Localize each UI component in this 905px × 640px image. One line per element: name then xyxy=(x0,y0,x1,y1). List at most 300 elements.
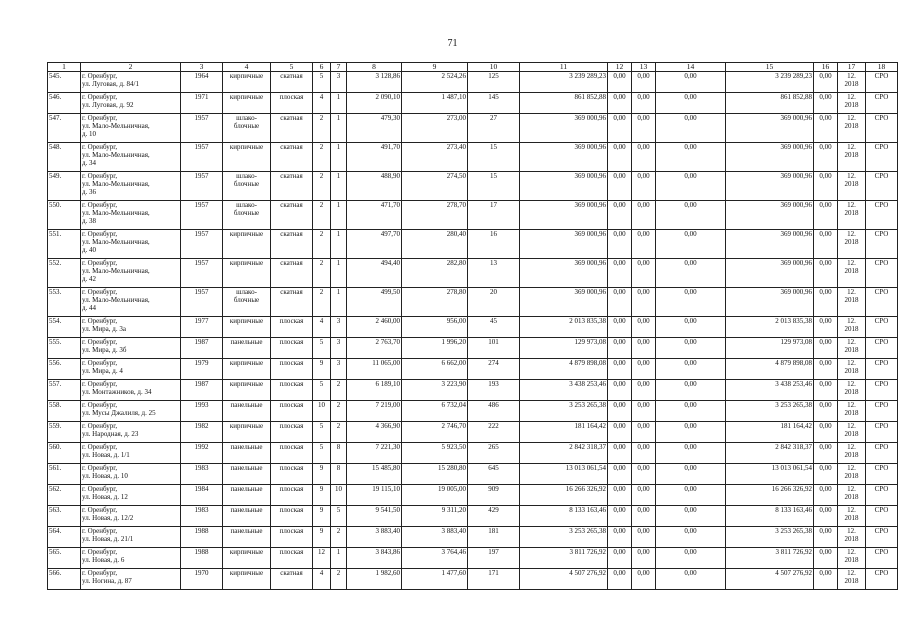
address-cell-line: ул. Мира, д. 3б xyxy=(82,346,127,354)
living-area-cell: 6 662,00 xyxy=(402,359,468,380)
col14-cell: 0,00 xyxy=(656,72,726,93)
col12-cell: 0,00 xyxy=(608,72,632,93)
deadline-cell-line: 2018 xyxy=(844,430,859,438)
deadline-cell-line: 12. xyxy=(847,93,856,101)
wall-material-cell xyxy=(223,569,271,590)
column-number-10: 10 xyxy=(468,63,520,72)
build-year-cell: 1971 xyxy=(181,93,223,114)
col13-cell: 0,00 xyxy=(632,172,656,201)
build-year-cell: 1977 xyxy=(181,317,223,338)
address-cell-line: ул. Новая, д. 21/1 xyxy=(82,535,134,543)
address-cell-line: ул. Мира, д. 3а xyxy=(82,325,126,333)
total-area-cell: 1 982,60 xyxy=(347,569,402,590)
col16-cell: 0,00 xyxy=(814,527,838,548)
entrances-cell: 1 xyxy=(331,201,347,230)
entrances-cell: 1 xyxy=(331,288,347,317)
total-area-cell: 3 128,86 xyxy=(347,72,402,93)
address-cell-line: ул. Мало-Мельничная, xyxy=(82,180,150,188)
deadline-cell-line: 2018 xyxy=(844,472,859,480)
roof-type-cell: скатная xyxy=(271,259,313,288)
wall-material-cell-line: блочные xyxy=(233,122,260,130)
build-year-cell: 1957 xyxy=(181,288,223,317)
wall-material-cell xyxy=(223,230,271,259)
method-cell: СРО xyxy=(866,485,898,506)
living-area-cell: 1 477,60 xyxy=(402,569,468,590)
row-number: 564. xyxy=(48,527,81,548)
build-year-cell: 1983 xyxy=(181,506,223,527)
total-cost-cell: 8 133 163,46 xyxy=(520,506,608,527)
deadline-cell-line: 12. xyxy=(847,401,856,409)
col16-cell: 0,00 xyxy=(814,380,838,401)
address-cell-line: г. Оренбург, xyxy=(82,506,118,514)
col16-cell: 0,00 xyxy=(814,464,838,485)
table-row xyxy=(48,317,898,338)
method-cell: СРО xyxy=(866,288,898,317)
build-year-cell: 1957 xyxy=(181,259,223,288)
residents-cell: 486 xyxy=(468,401,520,422)
entrances-cell: 1 xyxy=(331,172,347,201)
total-cost-cell: 2 013 835,38 xyxy=(520,317,608,338)
build-year-cell: 1987 xyxy=(181,338,223,359)
deadline-cell-line: 12. xyxy=(847,359,856,367)
wall-material-cell-line: кирпичные xyxy=(229,317,264,325)
row-number: 549. xyxy=(48,172,81,201)
column-number-5: 5 xyxy=(271,63,313,72)
build-year-cell: 1983 xyxy=(181,464,223,485)
col15-cell: 369 000,96 xyxy=(726,259,814,288)
living-area-cell: 278,80 xyxy=(402,288,468,317)
total-cost-cell: 3 811 726,92 xyxy=(520,548,608,569)
col16-cell: 0,00 xyxy=(814,317,838,338)
method-cell: СРО xyxy=(866,317,898,338)
col12-cell: 0,00 xyxy=(608,93,632,114)
method-cell: СРО xyxy=(866,359,898,380)
col16-cell: 0,00 xyxy=(814,143,838,172)
row-number: 545. xyxy=(48,72,81,93)
living-area-cell: 3 883,40 xyxy=(402,527,468,548)
total-cost-cell: 369 000,96 xyxy=(520,201,608,230)
address-cell xyxy=(81,359,181,380)
col14-cell: 0,00 xyxy=(656,143,726,172)
build-year-cell: 1957 xyxy=(181,230,223,259)
address-cell xyxy=(81,93,181,114)
total-cost-cell: 181 164,42 xyxy=(520,422,608,443)
row-number: 554. xyxy=(48,317,81,338)
total-area-cell: 7 221,30 xyxy=(347,443,402,464)
deadline-cell xyxy=(838,548,866,569)
col13-cell: 0,00 xyxy=(632,143,656,172)
floors-cell: 2 xyxy=(313,230,331,259)
total-cost-cell: 3 438 253,46 xyxy=(520,380,608,401)
col13-cell: 0,00 xyxy=(632,338,656,359)
total-area-cell: 499,50 xyxy=(347,288,402,317)
wall-material-cell-line: кирпичные xyxy=(229,380,264,388)
deadline-cell-line: 2018 xyxy=(844,180,859,188)
address-cell-line: г. Оренбург, xyxy=(82,569,118,577)
column-number-16: 16 xyxy=(814,63,838,72)
row-number: 558. xyxy=(48,401,81,422)
col15-cell: 16 266 326,92 xyxy=(726,485,814,506)
deadline-cell-line: 12. xyxy=(847,422,856,430)
wall-material-cell xyxy=(223,548,271,569)
deadline-cell-line: 2018 xyxy=(844,238,859,246)
residents-cell: 181 xyxy=(468,527,520,548)
roof-type-cell: плоская xyxy=(271,464,313,485)
table-body xyxy=(48,72,898,590)
address-cell-line: ул. Новая, д. 10 xyxy=(82,472,128,480)
deadline-cell xyxy=(838,288,866,317)
row-number: 551. xyxy=(48,230,81,259)
living-area-cell: 2 746,70 xyxy=(402,422,468,443)
address-cell-line: г. Оренбург, xyxy=(82,443,118,451)
col14-cell: 0,00 xyxy=(656,506,726,527)
table-header xyxy=(48,63,898,72)
deadline-cell xyxy=(838,143,866,172)
address-cell xyxy=(81,401,181,422)
roof-type-cell: плоская xyxy=(271,380,313,401)
address-cell-line: г. Оренбург, xyxy=(82,422,118,430)
total-area-cell: 488,90 xyxy=(347,172,402,201)
total-cost-cell: 4 507 276,92 xyxy=(520,569,608,590)
col13-cell: 0,00 xyxy=(632,93,656,114)
address-cell-line: г. Оренбург, xyxy=(82,93,118,101)
deadline-cell-line: 12. xyxy=(847,114,856,122)
address-cell xyxy=(81,422,181,443)
deadline-cell xyxy=(838,317,866,338)
table-row xyxy=(48,172,898,201)
column-number-11: 11 xyxy=(520,63,608,72)
wall-material-cell-line: кирпичные xyxy=(229,259,264,267)
address-cell-line: ул. Луговая, д. 92 xyxy=(82,101,134,109)
address-cell-line: д. 34 xyxy=(82,159,97,167)
col15-cell: 8 133 163,46 xyxy=(726,506,814,527)
method-cell: СРО xyxy=(866,338,898,359)
address-cell xyxy=(81,172,181,201)
wall-material-cell xyxy=(223,464,271,485)
deadline-cell-line: 12. xyxy=(847,380,856,388)
wall-material-cell xyxy=(223,201,271,230)
address-cell-line: д. 42 xyxy=(82,275,97,283)
wall-material-cell-line: шлако- xyxy=(236,114,257,122)
entrances-cell: 1 xyxy=(331,114,347,143)
address-cell-line: ул. Мало-Мельничная, xyxy=(82,151,150,159)
residents-cell: 909 xyxy=(468,485,520,506)
col12-cell: 0,00 xyxy=(608,259,632,288)
wall-material-cell xyxy=(223,143,271,172)
col13-cell: 0,00 xyxy=(632,401,656,422)
col12-cell: 0,00 xyxy=(608,485,632,506)
col15-cell: 369 000,96 xyxy=(726,172,814,201)
col12-cell: 0,00 xyxy=(608,380,632,401)
deadline-cell-line: 2018 xyxy=(844,209,859,217)
deadline-cell-line: 2018 xyxy=(844,296,859,304)
floors-cell: 2 xyxy=(313,288,331,317)
col16-cell: 0,00 xyxy=(814,259,838,288)
wall-material-cell xyxy=(223,114,271,143)
entrances-cell: 1 xyxy=(331,548,347,569)
wall-material-cell xyxy=(223,401,271,422)
col13-cell: 0,00 xyxy=(632,506,656,527)
col16-cell: 0,00 xyxy=(814,288,838,317)
address-cell-line: ул. Новая, д. 6 xyxy=(82,556,125,564)
row-number: 561. xyxy=(48,464,81,485)
address-cell-line: ул. Луговая, д. 84/1 xyxy=(82,80,140,88)
address-cell xyxy=(81,380,181,401)
floors-cell: 2 xyxy=(313,172,331,201)
living-area-cell: 9 311,20 xyxy=(402,506,468,527)
deadline-cell xyxy=(838,338,866,359)
row-number: 565. xyxy=(48,548,81,569)
col15-cell: 369 000,96 xyxy=(726,230,814,259)
method-cell: СРО xyxy=(866,72,898,93)
col13-cell: 0,00 xyxy=(632,359,656,380)
floors-cell: 9 xyxy=(313,485,331,506)
row-number: 557. xyxy=(48,380,81,401)
entrances-cell: 10 xyxy=(331,485,347,506)
address-cell xyxy=(81,72,181,93)
col12-cell: 0,00 xyxy=(608,230,632,259)
total-cost-cell: 369 000,96 xyxy=(520,259,608,288)
living-area-cell: 1 996,20 xyxy=(402,338,468,359)
total-cost-cell: 3 253 265,38 xyxy=(520,527,608,548)
wall-material-cell-line: панельные xyxy=(230,527,263,535)
col16-cell: 0,00 xyxy=(814,422,838,443)
living-area-cell: 278,70 xyxy=(402,201,468,230)
living-area-cell: 280,40 xyxy=(402,230,468,259)
residents-cell: 145 xyxy=(468,93,520,114)
table-row xyxy=(48,527,898,548)
deadline-cell-line: 12. xyxy=(847,143,856,151)
method-cell: СРО xyxy=(866,443,898,464)
deadline-cell xyxy=(838,201,866,230)
column-number-9: 9 xyxy=(402,63,468,72)
residents-cell: 17 xyxy=(468,201,520,230)
residents-cell: 171 xyxy=(468,569,520,590)
wall-material-cell xyxy=(223,72,271,93)
wall-material-cell-line: кирпичные xyxy=(229,93,264,101)
residents-cell: 645 xyxy=(468,464,520,485)
wall-material-cell xyxy=(223,93,271,114)
wall-material-cell xyxy=(223,380,271,401)
deadline-cell xyxy=(838,172,866,201)
col15-cell: 181 164,42 xyxy=(726,422,814,443)
col14-cell: 0,00 xyxy=(656,317,726,338)
col15-cell: 369 000,96 xyxy=(726,143,814,172)
address-cell xyxy=(81,443,181,464)
col16-cell: 0,00 xyxy=(814,359,838,380)
deadline-cell xyxy=(838,527,866,548)
method-cell: СРО xyxy=(866,401,898,422)
col14-cell: 0,00 xyxy=(656,114,726,143)
total-cost-cell: 369 000,96 xyxy=(520,172,608,201)
residents-cell: 193 xyxy=(468,380,520,401)
residents-cell: 274 xyxy=(468,359,520,380)
col14-cell: 0,00 xyxy=(656,359,726,380)
deadline-cell-line: 12. xyxy=(847,317,856,325)
col12-cell: 0,00 xyxy=(608,114,632,143)
wall-material-cell xyxy=(223,288,271,317)
deadline-cell xyxy=(838,93,866,114)
residents-cell: 27 xyxy=(468,114,520,143)
col12-cell: 0,00 xyxy=(608,201,632,230)
col15-cell: 369 000,96 xyxy=(726,288,814,317)
address-cell xyxy=(81,259,181,288)
deadline-cell-line: 12. xyxy=(847,443,856,451)
deadline-cell xyxy=(838,485,866,506)
col15-cell: 4 507 276,92 xyxy=(726,569,814,590)
address-cell xyxy=(81,288,181,317)
residents-cell: 20 xyxy=(468,288,520,317)
col16-cell: 0,00 xyxy=(814,172,838,201)
total-area-cell: 491,70 xyxy=(347,143,402,172)
deadline-cell-line: 12. xyxy=(847,230,856,238)
col14-cell: 0,00 xyxy=(656,401,726,422)
wall-material-cell-line: панельные xyxy=(230,443,263,451)
address-cell xyxy=(81,230,181,259)
deadline-cell-line: 12. xyxy=(847,464,856,472)
build-year-cell: 1988 xyxy=(181,548,223,569)
row-number: 548. xyxy=(48,143,81,172)
entrances-cell: 1 xyxy=(331,230,347,259)
build-year-cell: 1970 xyxy=(181,569,223,590)
total-area-cell: 2 090,10 xyxy=(347,93,402,114)
entrances-cell: 2 xyxy=(331,401,347,422)
col16-cell: 0,00 xyxy=(814,569,838,590)
address-cell-line: г. Оренбург, xyxy=(82,230,118,238)
address-cell-line: г. Оренбург, xyxy=(82,338,118,346)
deadline-cell-line: 12. xyxy=(847,506,856,514)
col13-cell: 0,00 xyxy=(632,485,656,506)
column-number-15: 15 xyxy=(726,63,814,72)
table-row xyxy=(48,72,898,93)
build-year-cell: 1957 xyxy=(181,172,223,201)
build-year-cell: 1964 xyxy=(181,72,223,93)
row-number: 559. xyxy=(48,422,81,443)
floors-cell: 4 xyxy=(313,93,331,114)
deadline-cell xyxy=(838,401,866,422)
wall-material-cell-line: кирпичные xyxy=(229,359,264,367)
col14-cell: 0,00 xyxy=(656,201,726,230)
column-number-17: 17 xyxy=(838,63,866,72)
deadline-cell-line: 2018 xyxy=(844,80,859,88)
total-area-cell: 3 883,40 xyxy=(347,527,402,548)
col14-cell: 0,00 xyxy=(656,569,726,590)
row-number: 555. xyxy=(48,338,81,359)
address-cell-line: г. Оренбург, xyxy=(82,143,118,151)
col13-cell: 0,00 xyxy=(632,443,656,464)
deadline-cell-line: 12. xyxy=(847,485,856,493)
entrances-cell: 2 xyxy=(331,527,347,548)
roof-type-cell: скатная xyxy=(271,201,313,230)
floors-cell: 4 xyxy=(313,569,331,590)
deadline-cell-line: 2018 xyxy=(844,409,859,417)
entrances-cell: 3 xyxy=(331,359,347,380)
wall-material-cell xyxy=(223,359,271,380)
floors-cell: 5 xyxy=(313,338,331,359)
col12-cell: 0,00 xyxy=(608,443,632,464)
total-area-cell: 4 366,90 xyxy=(347,422,402,443)
address-cell-line: г. Оренбург, xyxy=(82,401,118,409)
roof-type-cell: скатная xyxy=(271,114,313,143)
living-area-cell: 1 487,10 xyxy=(402,93,468,114)
roof-type-cell: плоская xyxy=(271,485,313,506)
deadline-cell-line: 2018 xyxy=(844,535,859,543)
living-area-cell: 2 524,26 xyxy=(402,72,468,93)
table-row xyxy=(48,401,898,422)
address-cell-line: ул. Новая, д. 12/2 xyxy=(82,514,134,522)
deadline-cell-line: 2018 xyxy=(844,514,859,522)
entrances-cell: 2 xyxy=(331,569,347,590)
address-cell-line: ул. Мало-Мельничная, xyxy=(82,267,150,275)
floors-cell: 5 xyxy=(313,72,331,93)
total-cost-cell: 2 842 318,37 xyxy=(520,443,608,464)
residents-cell: 429 xyxy=(468,506,520,527)
deadline-cell-line: 12. xyxy=(847,569,856,577)
residents-cell: 45 xyxy=(468,317,520,338)
deadline-cell xyxy=(838,569,866,590)
roof-type-cell: плоская xyxy=(271,506,313,527)
wall-material-cell-line: кирпичные xyxy=(229,548,264,556)
col15-cell: 4 879 898,08 xyxy=(726,359,814,380)
entrances-cell: 3 xyxy=(331,338,347,359)
deadline-cell-line: 2018 xyxy=(844,267,859,275)
wall-material-cell-line: панельные xyxy=(230,401,263,409)
column-number-7: 7 xyxy=(331,63,347,72)
col14-cell: 0,00 xyxy=(656,422,726,443)
floors-cell: 2 xyxy=(313,114,331,143)
address-cell-line: д. 38 xyxy=(82,217,97,225)
register-table xyxy=(47,62,898,590)
address-cell xyxy=(81,485,181,506)
entrances-cell: 3 xyxy=(331,72,347,93)
total-area-cell: 15 485,80 xyxy=(347,464,402,485)
col15-cell: 2 842 318,37 xyxy=(726,443,814,464)
roof-type-cell: плоская xyxy=(271,359,313,380)
wall-material-cell-line: блочные xyxy=(233,296,260,304)
col14-cell: 0,00 xyxy=(656,527,726,548)
total-cost-cell: 13 013 061,54 xyxy=(520,464,608,485)
col12-cell: 0,00 xyxy=(608,317,632,338)
address-cell-line: д. 36 xyxy=(82,188,97,196)
col15-cell: 861 852,88 xyxy=(726,93,814,114)
col16-cell: 0,00 xyxy=(814,114,838,143)
column-number-1: 1 xyxy=(48,63,81,72)
col14-cell: 0,00 xyxy=(656,485,726,506)
col13-cell: 0,00 xyxy=(632,569,656,590)
deadline-cell xyxy=(838,464,866,485)
total-area-cell: 479,30 xyxy=(347,114,402,143)
address-cell-line: г. Оренбург, xyxy=(82,548,118,556)
deadline-cell-line: 12. xyxy=(847,72,856,80)
entrances-cell: 1 xyxy=(331,143,347,172)
page-number: 71 xyxy=(447,38,458,49)
residents-cell: 197 xyxy=(468,548,520,569)
wall-material-cell xyxy=(223,422,271,443)
wall-material-cell-line: шлако- xyxy=(236,172,257,180)
column-number-3: 3 xyxy=(181,63,223,72)
address-cell xyxy=(81,143,181,172)
col16-cell: 0,00 xyxy=(814,230,838,259)
table-row xyxy=(48,548,898,569)
roof-type-cell: плоская xyxy=(271,93,313,114)
col15-cell: 3 253 265,38 xyxy=(726,401,814,422)
residents-cell: 101 xyxy=(468,338,520,359)
total-area-cell: 471,70 xyxy=(347,201,402,230)
floors-cell: 2 xyxy=(313,201,331,230)
col16-cell: 0,00 xyxy=(814,201,838,230)
deadline-cell xyxy=(838,72,866,93)
method-cell: СРО xyxy=(866,380,898,401)
